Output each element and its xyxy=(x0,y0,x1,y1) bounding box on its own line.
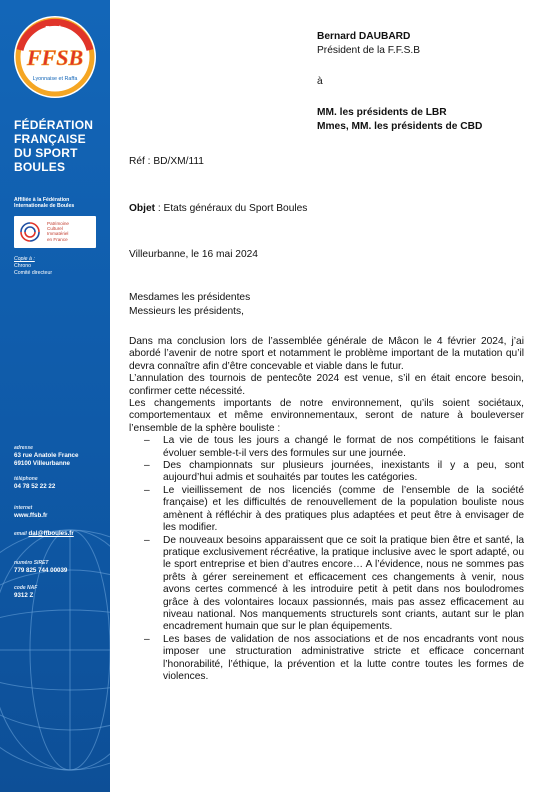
reference: Réf : BD/XM/111 xyxy=(129,156,204,167)
list-item: – La vie de tous les jours a changé le format de nos compétitions le faisant évoluer semble-t-il vers des formules sur une journée. xyxy=(129,435,524,460)
copy-recipient: Comité directeur xyxy=(14,270,53,276)
pci-text-line: en France xyxy=(47,236,68,242)
federation-name xyxy=(14,118,106,174)
pci-text-line: Patrimoine xyxy=(47,221,69,226)
phone-block xyxy=(14,476,55,491)
federation-name-line: DU SPORT xyxy=(14,146,78,160)
object-text: : Etats généraux du Sport Boules xyxy=(155,203,308,214)
siret-number: 779 825 744 00039 xyxy=(14,567,68,575)
paragraph: L’annulation des tournois de pentecôte 2024 est venue, s’il en était encore besoin, confirmer cette nécessité. xyxy=(129,373,524,397)
logo-text-main: FFSB xyxy=(26,45,84,70)
pci-text-line: Culturel xyxy=(47,226,63,232)
salutation-line-2: Messieurs les présidents, xyxy=(129,306,244,317)
affiliation-line: Affiliée à la Fédération xyxy=(14,197,70,203)
address-block xyxy=(14,445,78,467)
website-link[interactable]: www.ffsb.fr xyxy=(14,512,48,520)
recipient-2: Mmes, MM. les présidents de CBD xyxy=(317,121,483,132)
federation-name-line: BOULES xyxy=(14,160,66,174)
pci-text xyxy=(47,221,69,242)
siret-label: numéro SIRET xyxy=(14,560,49,566)
internet-label: internet xyxy=(14,505,33,511)
naf-code: 9312 Z xyxy=(14,592,34,600)
sidebar xyxy=(0,0,110,792)
copy-recipient: Chrono xyxy=(14,263,32,269)
copy-recipients xyxy=(14,256,52,277)
place-date: Villeurbanne, le 16 mai 2024 xyxy=(129,249,258,260)
pci-logo-icon xyxy=(17,220,43,244)
federation-name-line: FÉDÉRATION xyxy=(14,118,94,132)
list-item: – Des championnats sur plusieurs journées, inexistants il y a peu, sont aujourd’hui admis et souhaités par toutes les catégories. xyxy=(129,460,524,485)
email-label: email xyxy=(14,531,27,537)
copy-label: Copie à : xyxy=(14,256,35,262)
paragraph: Les changements importants de notre environnement, qu’ils soient sociétaux, comportementaux et même environnementaux, seront de nature à bouleverser l’ensemble de la sphère bouliste : xyxy=(129,398,524,434)
phone-label: téléphone xyxy=(14,476,38,482)
pci-text-line: Immatériel xyxy=(47,231,69,237)
list-item: – De nouveaux besoins apparaissent que ce soit la pratique bien être et santé, la pratique exclusivement récréative, la pratique inclusive avec le sport adapté, ou le sport entreprise et bien d’autres encore… A l’évidence, nous ne sommes pas prêts à gérer sereinement et efficacement ces changements à venir, nous avons certes commencé à les introduire petit à petit dans nos boulodromes grâce à des volontaires locaux passionnés, mais pas assez efficacement au niveau national. Nos manquements structurels sont criants, autant sur le plan encadrement humain que sur le plan équipements. xyxy=(129,535,524,634)
sender-name: Bernard DAUBARD xyxy=(317,31,411,42)
email-link[interactable]: dal@ffboules.fr xyxy=(28,530,74,537)
address-line: 63 rue Anatole France xyxy=(14,452,79,460)
globe-watermark xyxy=(0,520,110,780)
object-line xyxy=(129,203,307,215)
salutation-line-1: Mesdames les présidentes xyxy=(129,292,251,303)
recipient-1: MM. les présidents de LBR xyxy=(317,107,447,118)
issues-list xyxy=(129,435,524,683)
email-block xyxy=(14,530,74,538)
logo-text-top: Boule xyxy=(45,26,65,33)
pci-badge xyxy=(14,216,96,248)
letter-paragraphs xyxy=(129,336,524,683)
object-label: Objet xyxy=(129,203,156,214)
federation-name-line: FRANÇAISE xyxy=(14,132,86,146)
naf-block xyxy=(14,585,37,600)
to-word: à xyxy=(317,76,323,87)
address-label: adresse xyxy=(14,445,33,451)
list-item: – Le vieillissement de nos licenciés (comme de l’ensemble de la société française) et les difficultés de renouvellement de la population bouliste nous amènent à réfléchir à des pratiques plus adaptées et peut être à envisager de les modifier. xyxy=(129,485,524,535)
phone-number: 04 78 52 22 22 xyxy=(14,483,56,491)
address-line: 69100 Villeurbanne xyxy=(14,459,70,467)
naf-label: code NAF xyxy=(14,585,38,591)
logo-text-bottom: Lyonnaise et Raffa xyxy=(32,76,78,82)
sender-title: Président de la F.F.S.B xyxy=(317,45,421,56)
website-block xyxy=(14,505,47,520)
list-item: – Les bases de validation de nos associations et de nos encadrants vont nous imposer une structuration administrative stricte et efficace concernant l’honorabilité, l’éthique, la prévention et la lutte contre toutes les formes de violences. xyxy=(129,634,524,684)
affiliation-line: Internationale de Boules xyxy=(14,203,75,210)
paragraph: Dans ma conclusion lors de l’assemblée générale de Mâcon le 4 février 2024, j’ai abordé l’avenir de notre sport et notamment le problème important de la mutation qu’il devra connaître afin d’être concevable et viable dans le futur. xyxy=(129,336,524,372)
affiliation-text xyxy=(14,197,74,210)
ffsb-logo xyxy=(12,14,98,100)
siret-block xyxy=(14,560,67,575)
